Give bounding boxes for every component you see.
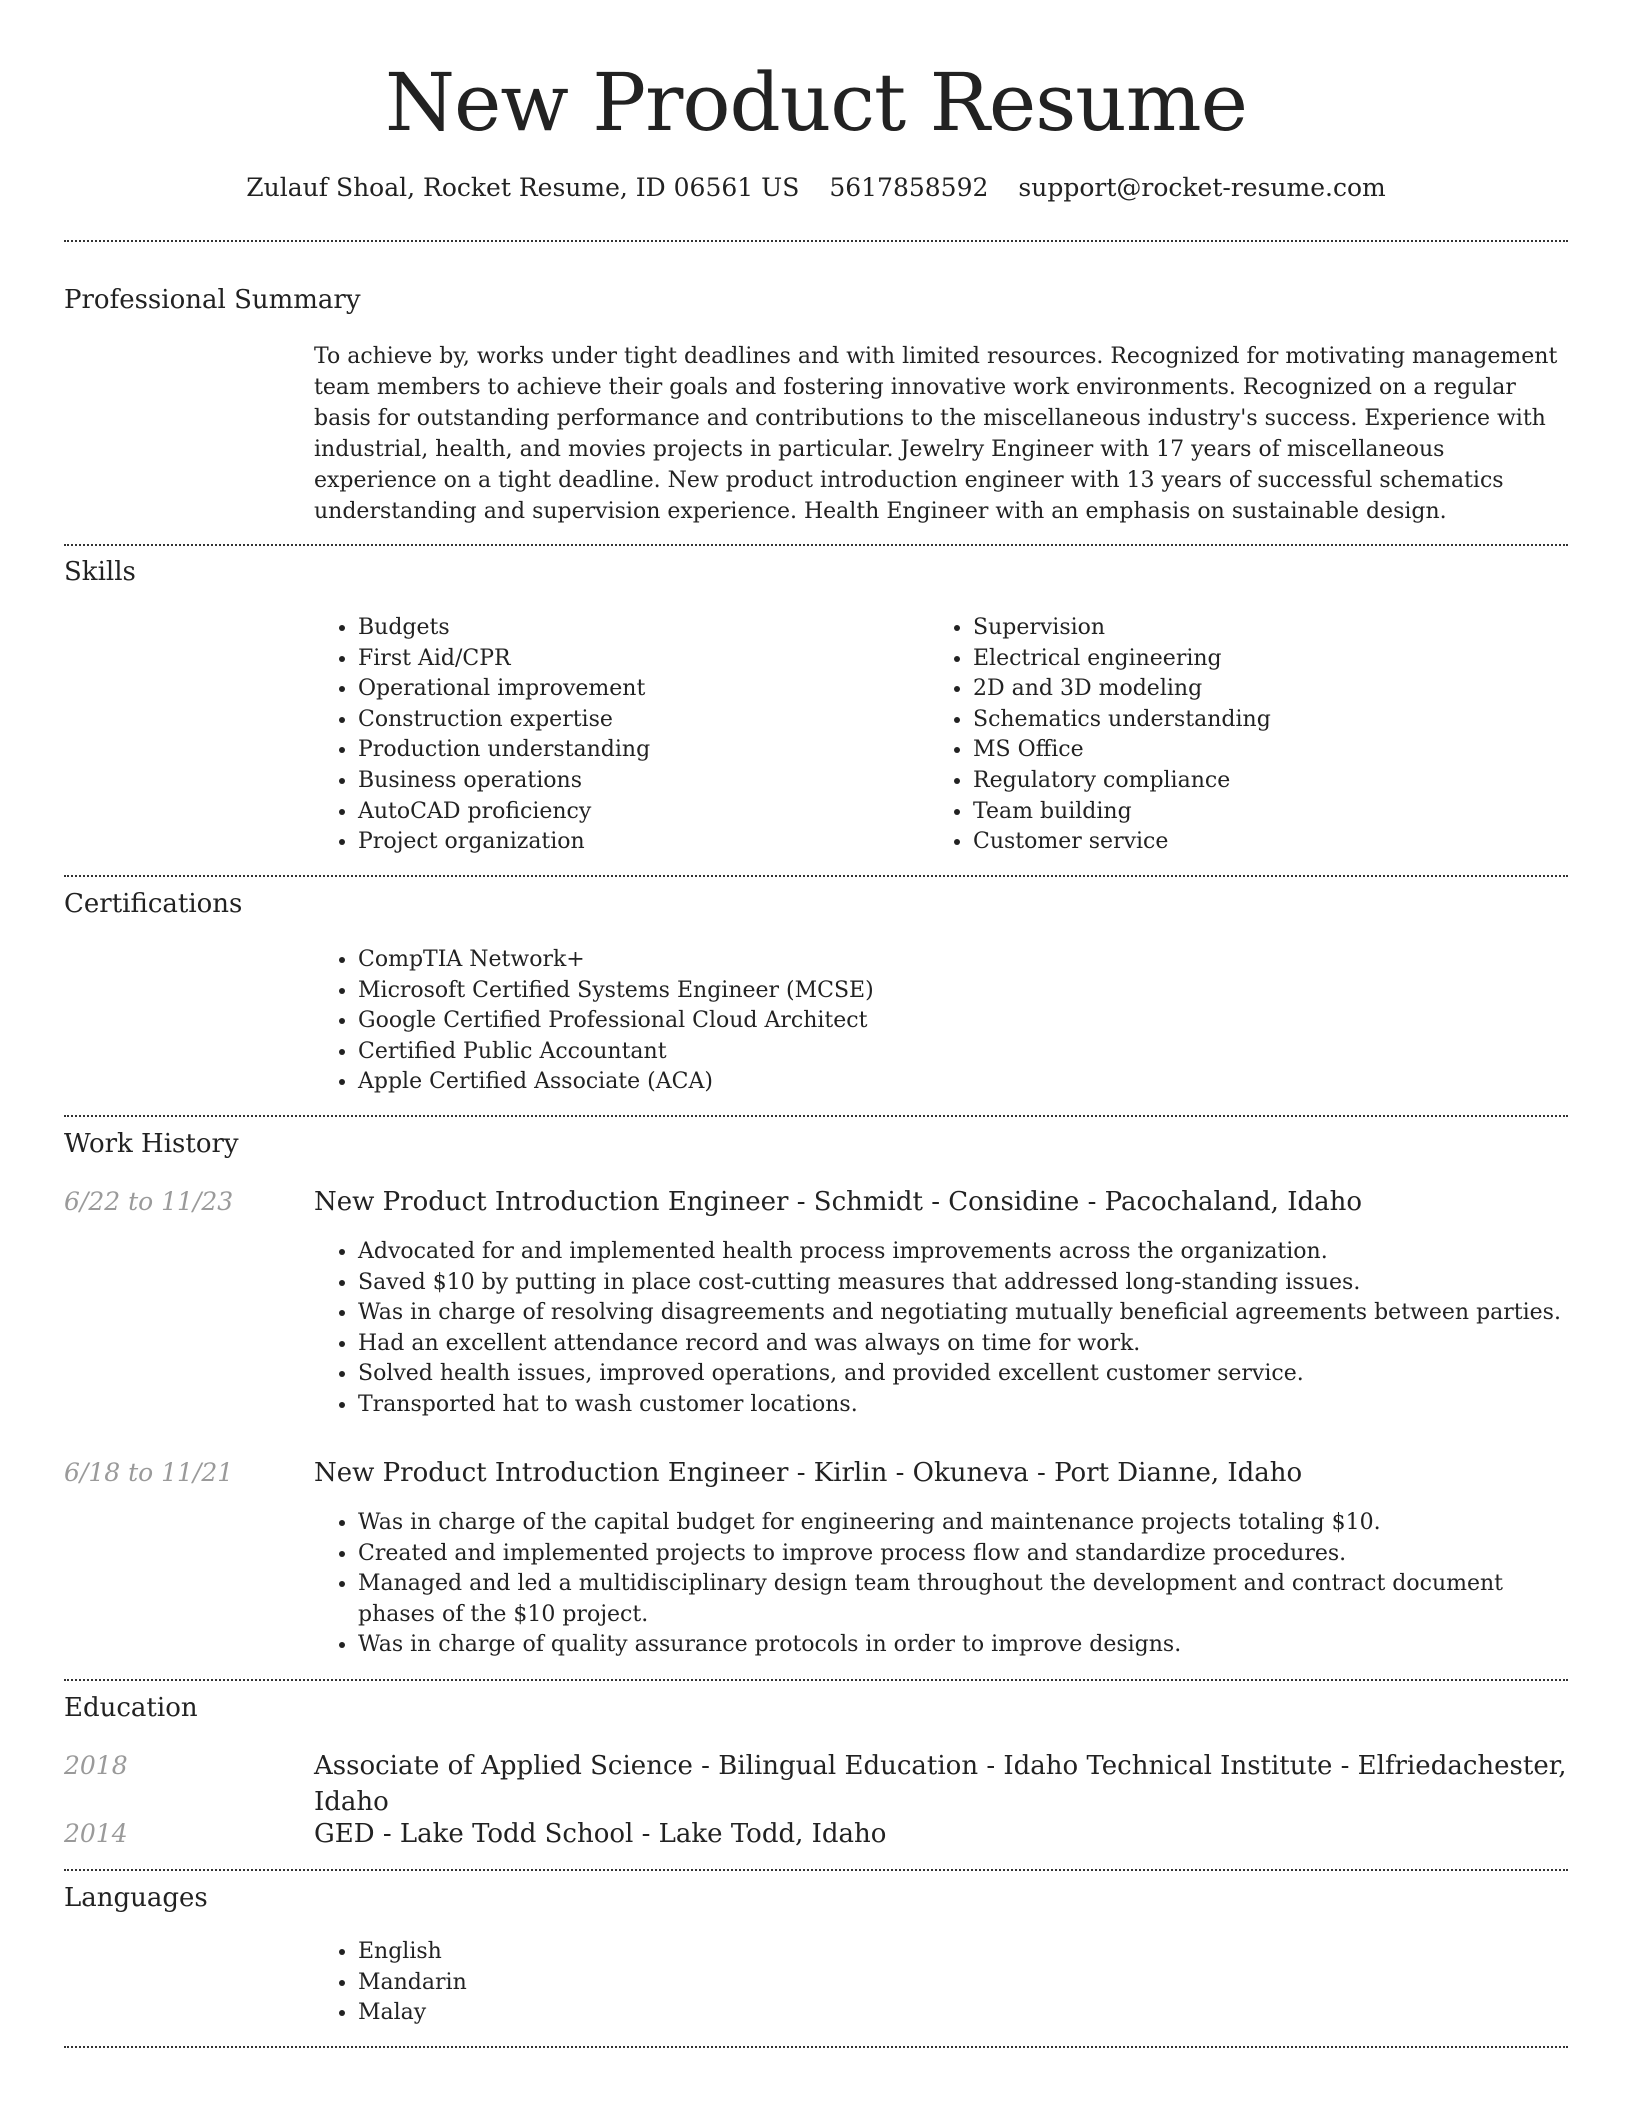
skill-item: • Project organization xyxy=(358,827,914,858)
education-degree: GED - Lake Todd School - Lake Todd, Idaho xyxy=(314,1819,887,1849)
education-year: 2018 xyxy=(64,1751,128,1780)
skill-item: • Construction expertise xyxy=(358,705,914,736)
certifications-heading: Certifications xyxy=(64,889,243,919)
divider xyxy=(64,2046,1568,2048)
skill-item: • Budgets xyxy=(358,613,914,644)
job-bullets-block xyxy=(314,1508,1568,1661)
skills-heading: Skills xyxy=(64,557,136,587)
skill-item: • Customer service xyxy=(973,827,1529,858)
skills-list-left xyxy=(314,613,914,858)
job-dates: 6/18 to 11/21 xyxy=(64,1458,234,1487)
summary-heading: Professional Summary xyxy=(64,285,361,315)
certification-item: • Apple Certified Associate (ACA) xyxy=(358,1067,1568,1098)
job-bullet: • Was in charge of quality assurance protocols in order to improve designs. xyxy=(358,1630,1568,1661)
skills-right-column xyxy=(929,613,1529,858)
divider xyxy=(64,1115,1568,1117)
divider xyxy=(64,240,1568,242)
divider xyxy=(64,544,1568,546)
contact-email: support@rocket-resume.com xyxy=(1018,173,1386,202)
education-year: 2014 xyxy=(64,1819,128,1848)
job-bullets-block xyxy=(314,1237,1568,1421)
skill-item: • Operational improvement xyxy=(358,674,914,705)
contact-phone: 5617858592 xyxy=(829,173,989,202)
certification-item: • Google Certified Professional Cloud Architect xyxy=(358,1006,1568,1037)
job-bullet: • Was in charge of the capital budget for engineering and maintenance projects totaling $10. xyxy=(358,1508,1568,1539)
languages-heading: Languages xyxy=(64,1883,208,1913)
job-bullet: • Was in charge of resolving disagreements and negotiating mutually beneficial agreements between parties. xyxy=(358,1298,1568,1329)
skill-item: • 2D and 3D modeling xyxy=(973,674,1529,705)
job-bullet: • Advocated for and implemented health process improvements across the organization. xyxy=(358,1237,1568,1268)
job-title: New Product Introduction Engineer - Schmidt - Considine - Pacochaland, Idaho xyxy=(314,1187,1363,1217)
certifications-list xyxy=(314,945,1568,1098)
skill-item: • Team building xyxy=(973,797,1529,828)
job-title: New Product Introduction Engineer - Kirlin - Okuneva - Port Dianne, Idaho xyxy=(314,1458,1303,1488)
job-dates: 6/22 to 11/23 xyxy=(64,1187,234,1216)
skill-item: • Schematics understanding xyxy=(973,705,1529,736)
job-bullet: • Transported hat to wash customer locations. xyxy=(358,1390,1568,1421)
skill-item: • AutoCAD proficiency xyxy=(358,797,914,828)
education-heading: Education xyxy=(64,1693,198,1723)
language-item: • Mandarin xyxy=(358,1968,1568,1999)
summary-text: To achieve by, works under tight deadlines and with limited resources. Recognized for motivating management team members to achieve their goals and fostering innovative work environments. Recognized on a regular basis for outstanding performance and contributions to the miscellaneous industry's success. Experience with industrial, health, and movies projects in particular. Jewelry Engineer with 17 years of miscellaneous experience on a tight deadline. New product introduction engineer with 13 years of successful schematics understanding and supervision experience. Health Engineer with an emphasis on sustainable design. xyxy=(314,344,1558,524)
certification-item: • Microsoft Certified Systems Engineer (MCSE) xyxy=(358,976,1568,1007)
skills-list-right xyxy=(929,613,1529,858)
education-degree: Associate of Applied Science - Bilingual Education - Idaho Technical Institute - Elfriedachester, Idaho xyxy=(314,1751,1567,1817)
skill-item: • Supervision xyxy=(973,613,1529,644)
languages-list xyxy=(314,1937,1568,2029)
divider xyxy=(64,1679,1568,1681)
divider xyxy=(64,875,1568,877)
work-history-heading: Work History xyxy=(64,1129,239,1159)
language-item: • English xyxy=(358,1937,1568,1968)
job-bullet: • Created and implemented projects to improve process flow and standardize procedures. xyxy=(358,1539,1568,1570)
job-bullet: • Saved $10 by putting in place cost-cutting measures that addressed long-standing issues. xyxy=(358,1268,1568,1299)
job-bullet: • Managed and led a multidisciplinary design team throughout the development and contract document phases of the $10 project. xyxy=(358,1569,1568,1630)
skills-left-column xyxy=(314,613,914,858)
skill-item: • Business operations xyxy=(358,766,914,797)
language-item: • Malay xyxy=(358,1998,1568,2029)
certification-item: • CompTIA Network+ xyxy=(358,945,1568,976)
skill-item: • MS Office xyxy=(973,735,1529,766)
job-bullet: • Solved health issues, improved operations, and provided excellent customer service. xyxy=(358,1359,1568,1390)
skill-item: • Electrical engineering xyxy=(973,644,1529,675)
certifications-block xyxy=(314,945,1568,1098)
skill-item: • Regulatory compliance xyxy=(973,766,1529,797)
job-bullet: • Had an excellent attendance record and was always on time for work. xyxy=(358,1329,1568,1360)
job-bullets xyxy=(314,1237,1568,1421)
certification-item: • Certified Public Accountant xyxy=(358,1037,1568,1068)
job-bullets xyxy=(314,1508,1568,1661)
skill-item: • Production understanding xyxy=(358,735,914,766)
contact-address: Zulauf Shoal, Rocket Resume, ID 06561 US xyxy=(246,173,800,202)
languages-block xyxy=(314,1937,1568,2029)
resume-name: New Product Resume xyxy=(385,56,1247,149)
skill-item: • First Aid/CPR xyxy=(358,644,914,675)
contact-line xyxy=(0,168,1632,208)
divider xyxy=(64,1869,1568,1871)
